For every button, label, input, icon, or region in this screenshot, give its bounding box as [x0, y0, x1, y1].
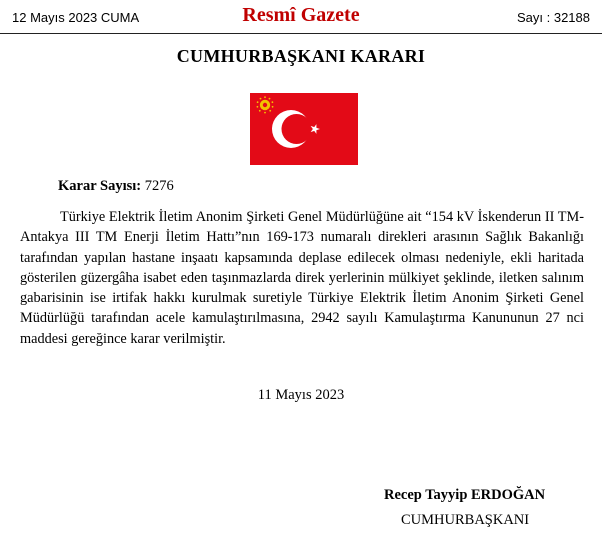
decision-number-label: Karar Sayısı:: [58, 178, 142, 194]
gazette-title: Resmî Gazete: [242, 4, 360, 26]
decision-number-value: 7276: [144, 178, 174, 194]
turkish-flag-icon: [250, 93, 358, 165]
issue-number: Sayı : 32188: [517, 10, 590, 25]
signer-name: Recep Tayyip ERDOĞAN: [384, 487, 546, 503]
decision-date: 11 Mayıs 2023: [257, 387, 345, 403]
signer-title: CUMHURBAŞKANI: [401, 512, 530, 528]
gazette-header: [0, 0, 602, 34]
header-date: 12 Mayıs 2023 CUMA: [12, 10, 140, 25]
document-title: CUMHURBAŞKANI KARARI: [176, 46, 426, 66]
decision-number: [58, 178, 174, 195]
decision-body-text: Türkiye Elektrik İletim Anonim Şirketi Genel Müdürlüğüne ait “154 kV İskenderun II TM-Antakya III TM Enerji İletim Hattı”nın 169-173 numaralı direkleri arasının Sağlık Bakanlığı tarafından yapılan hastane inşaatı kapsamında deplase edilecek olması nedeniyle, ekli haritada gösterilen güzergâha isabet eden taşınmazlarda direk yerlerinin mülkiyet şeklinde, iletken salınım gabarisinin ise irtifak hakkı kurulmak suretiyle Türkiye Elektrik İletim Anonim Şirketi Genel Müdürlüğü tarafından acele kamulaştırılmasına, 2942 sayılı Kamulaştırma Kanununun 27 nci maddesi gereğince karar verilmiştir.: [20, 209, 584, 347]
